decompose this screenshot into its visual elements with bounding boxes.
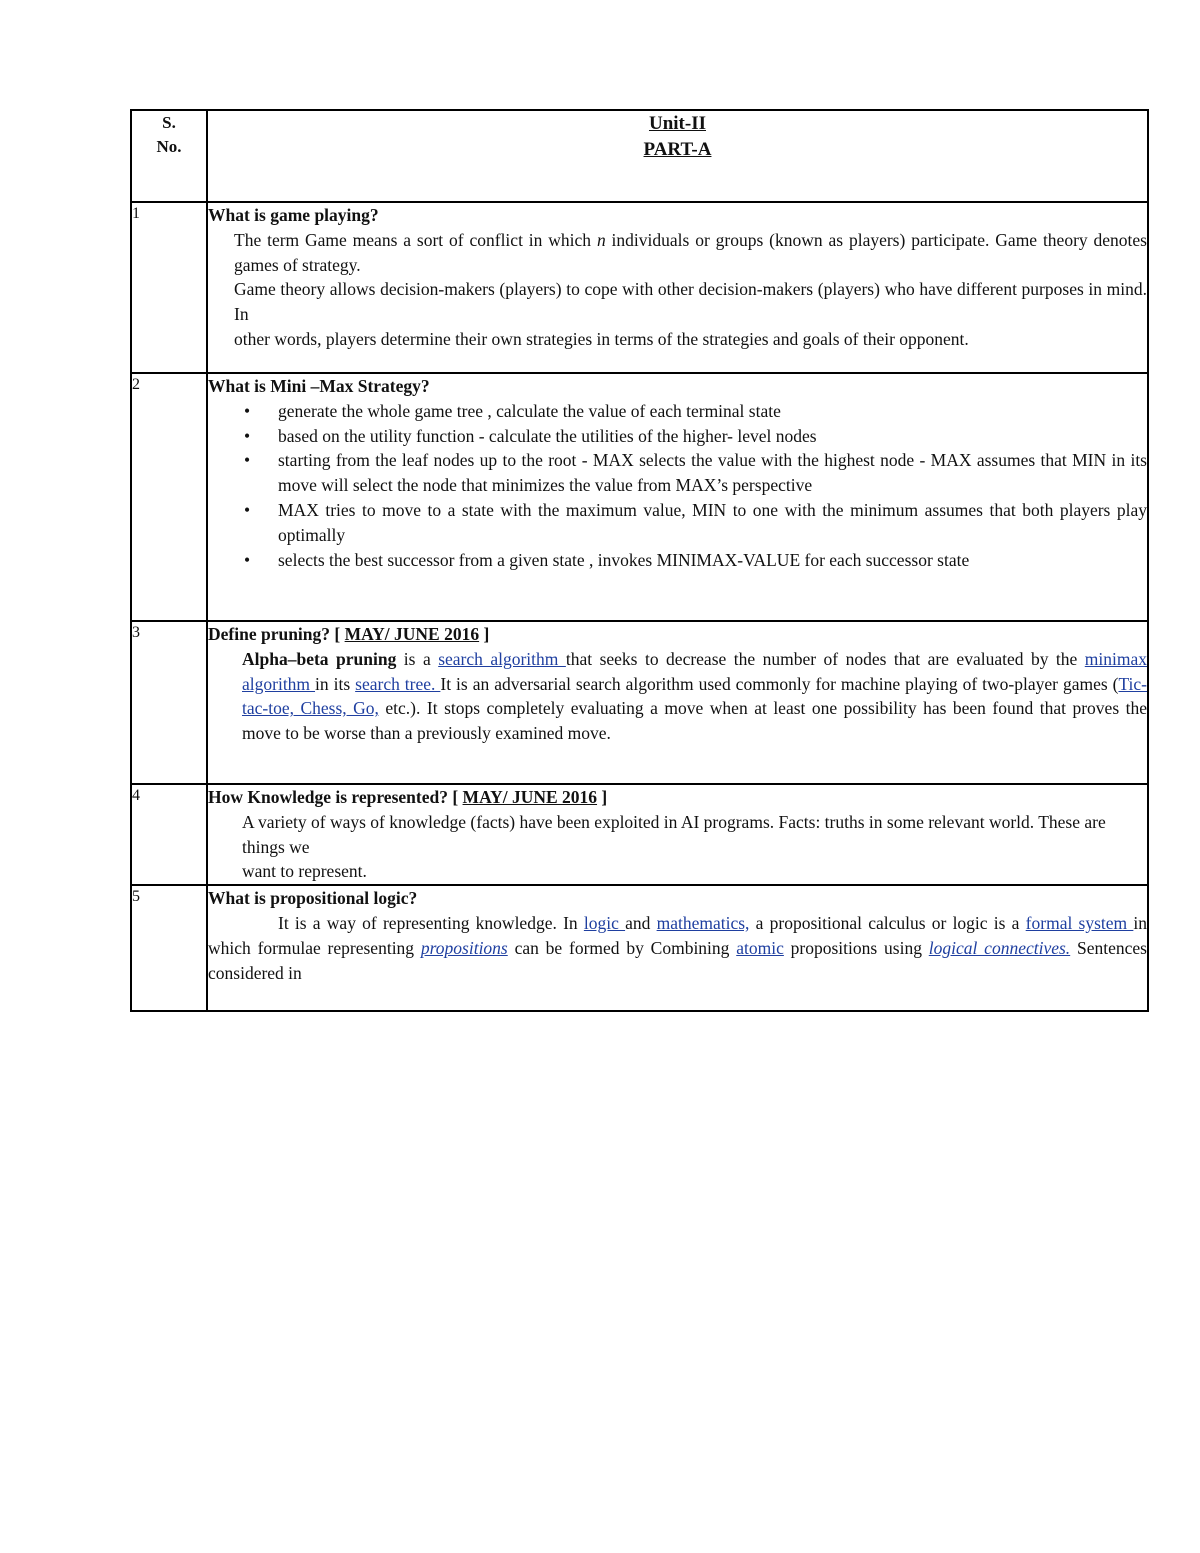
sno-header-line2: No. bbox=[156, 137, 182, 156]
sno-header-line1: S. bbox=[162, 113, 176, 132]
row-number: 3 bbox=[131, 621, 207, 784]
row-content bbox=[207, 202, 1148, 373]
question-label: Define pruning? [ bbox=[208, 624, 345, 644]
link-search-algorithm[interactable]: search algorithm bbox=[438, 648, 566, 669]
link-formal-system[interactable]: formal system bbox=[1025, 912, 1134, 933]
answer-text: in its bbox=[315, 673, 356, 694]
list-item: • generate the whole game tree , calculate the value of each terminal state bbox=[278, 399, 1147, 424]
answer-paragraph: other words, players determine their own strategies in terms of the strategies and goals of their opponent. bbox=[234, 328, 969, 349]
row-content bbox=[207, 784, 1148, 885]
row-number: 5 bbox=[131, 885, 207, 1011]
bullet-list bbox=[208, 399, 1147, 573]
answer-text: can be formed by Combining bbox=[507, 937, 737, 958]
answer-paragraph: A variety of ways of knowledge (facts) have been exploited in AI programs. Facts: truths in some relevant world. These are things we bbox=[242, 811, 1106, 857]
answer-text: that seeks to decrease the number of nodes that are evaluated by the bbox=[565, 648, 1085, 669]
answer-text: It is a way of representing knowledge. In bbox=[278, 912, 584, 933]
answer-paragraph bbox=[208, 911, 1147, 985]
table-row bbox=[131, 784, 1148, 885]
answer-text: Sentences considered in bbox=[208, 937, 1147, 983]
row-number: 4 bbox=[131, 784, 207, 885]
question-table bbox=[130, 109, 1149, 1012]
row-content bbox=[207, 621, 1148, 784]
link-atomic[interactable]: atomic bbox=[736, 937, 784, 958]
answer-italic-n: n bbox=[596, 229, 606, 250]
answer-text: individuals or groups (known as players) participate. Game theory denotes games of strategy. bbox=[234, 229, 1147, 275]
question-text: What is propositional logic? bbox=[208, 888, 418, 909]
question-label: How Knowledge is represented? [ bbox=[208, 787, 463, 807]
link-logic[interactable]: logic bbox=[583, 912, 626, 933]
question-end: ] bbox=[597, 787, 608, 807]
link-minimax-algorithm[interactable]: minimax algorithm bbox=[242, 648, 1147, 694]
exam-tag: MAY/ JUNE 2016 bbox=[462, 787, 598, 807]
answer-text: a propositional calculus or logic is a bbox=[749, 912, 1026, 933]
link-search-tree[interactable]: search tree. bbox=[355, 673, 441, 694]
answer-text: and bbox=[625, 912, 657, 933]
question-text: What is Mini –Max Strategy? bbox=[208, 376, 430, 396]
answer-text: The term Game means a sort of conflict in which bbox=[234, 229, 597, 250]
answer-text: in which formulae representing bbox=[208, 912, 1147, 958]
link-mathematics[interactable]: mathematics, bbox=[656, 912, 750, 933]
question-text bbox=[208, 785, 1147, 810]
answer-paragraph bbox=[208, 228, 1147, 278]
table-row bbox=[131, 373, 1148, 621]
list-item: • based on the utility function - calculate the utilities of the higher- level nodes bbox=[278, 424, 1147, 449]
answer-text: is a bbox=[396, 648, 439, 669]
part-title: PART-A bbox=[643, 139, 712, 160]
row-number: 2 bbox=[131, 373, 207, 621]
list-item: • MAX tries to move to a state with the maximum value, MIN to one with the minimum assumes that both players play optimally bbox=[278, 498, 1147, 548]
link-logical-connectives[interactable]: logical connectives. bbox=[928, 937, 1071, 958]
answer-paragraph: Game theory allows decision-makers (players) to cope with other decision-makers (players) who have different purposes in mind. In bbox=[234, 279, 1147, 325]
table-header-row bbox=[131, 110, 1148, 202]
unit-header bbox=[207, 110, 1148, 202]
link-propositions[interactable]: propositions bbox=[420, 937, 508, 958]
question-text bbox=[208, 622, 1147, 647]
answer-paragraph bbox=[208, 647, 1147, 746]
question-end: ] bbox=[479, 624, 490, 644]
unit-title: Unit-II bbox=[648, 113, 706, 134]
question-text: What is game playing? bbox=[208, 205, 379, 225]
answer-paragraph: want to represent. bbox=[242, 861, 367, 882]
bold-term: Alpha–beta pruning bbox=[242, 648, 397, 669]
answer-text: etc.). It stops completely evaluating a move when at least one possibility has been found that proves the move to be worse than a previously examined move. bbox=[242, 698, 1147, 744]
list-item: • selects the best successor from a given state , invokes MINIMAX-VALUE for each successor state bbox=[278, 548, 1147, 573]
list-item: • starting from the leaf nodes up to the root - MAX selects the value with the highest node - MAX assumes that MIN in its move will select the node that minimizes the value from MAX’s perspective bbox=[278, 448, 1147, 498]
row-content bbox=[207, 885, 1148, 1011]
table-row bbox=[131, 621, 1148, 784]
link-games[interactable]: Tic-tac-toe, Chess, Go, bbox=[242, 673, 1148, 719]
answer-text: propositions using bbox=[783, 937, 929, 958]
sno-header bbox=[131, 110, 207, 202]
table-row bbox=[131, 885, 1148, 1011]
row-content bbox=[207, 373, 1148, 621]
row-number: 1 bbox=[131, 202, 207, 373]
exam-tag: MAY/ JUNE 2016 bbox=[344, 624, 480, 644]
table-row bbox=[131, 202, 1148, 373]
answer-text: It is an adversarial search algorithm used commonly for machine playing of two-player games ( bbox=[440, 673, 1119, 694]
